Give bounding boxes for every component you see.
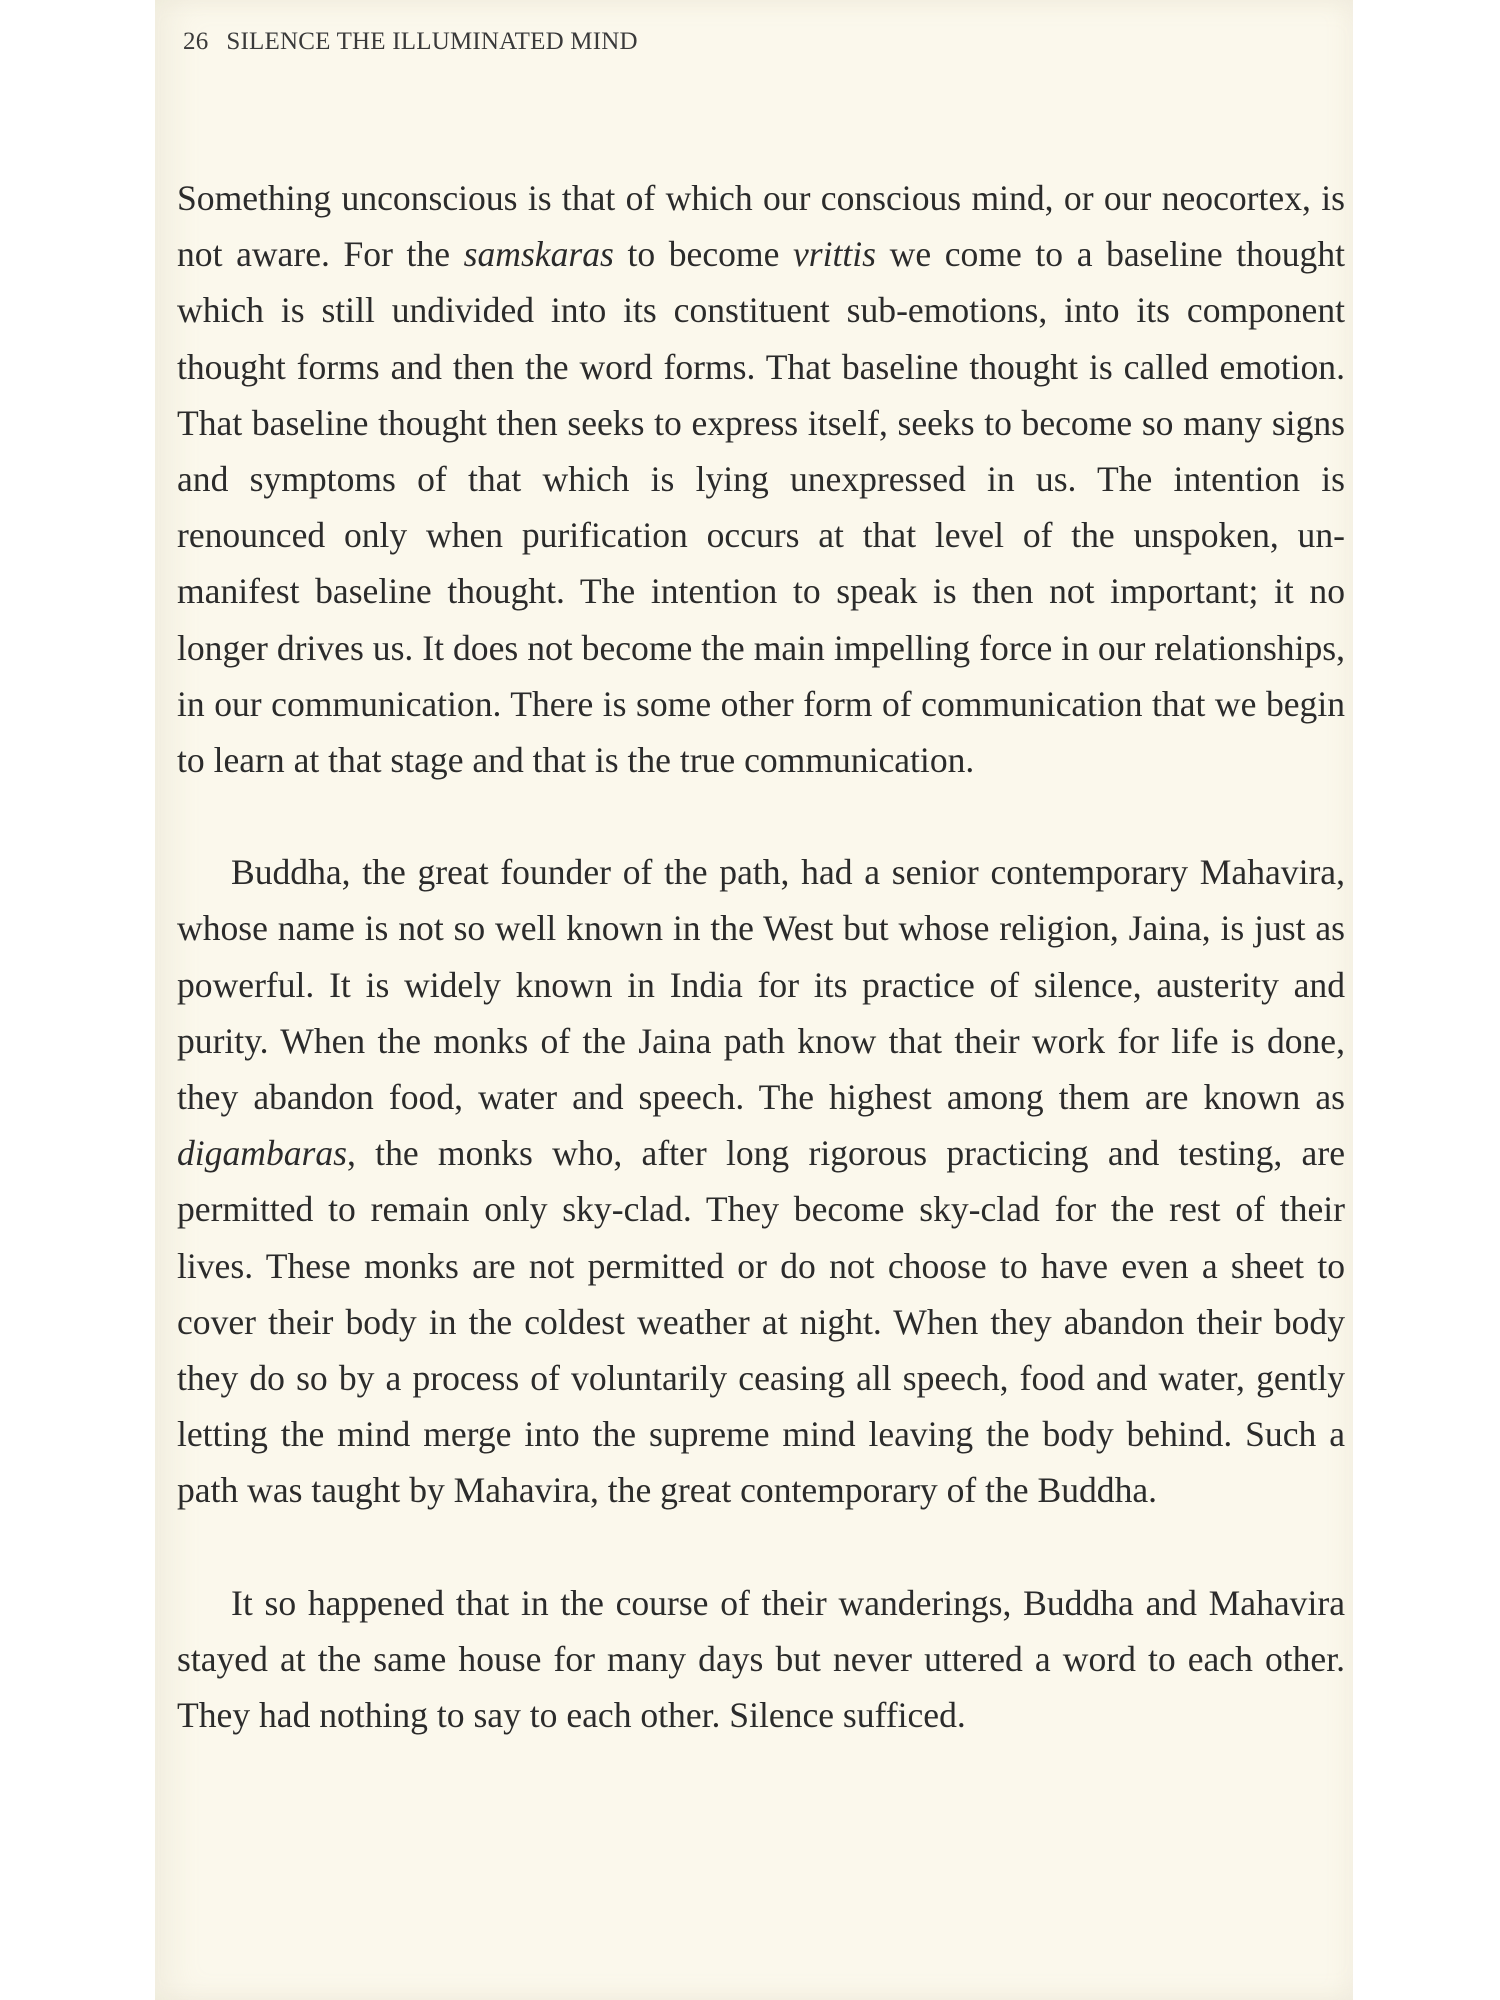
text-segment: It so happened that in the course of their wanderings, Buddha and Mahavira stayed at the same house for many days but never uttered a word to each other. They had nothing to say to each other. Silence sufficed. — [177, 1582, 1345, 1736]
page-number: 26 — [183, 28, 209, 55]
text-segment: we come to a baseline thought which is still undivided into its constituent sub-emotions, into its component thought forms and then the word forms. That baseline thought is called emotion. That baseline thought then seeks to express itself, seeks to become so many signs and symptoms of that which is lying unexpressed in us. The intention is renounced only when purification occurs at that level of the unspoken, un-manifest baseline thought. The intention to speak is then not important; it no longer drives us. It does not become the main impelling force in our relationships, in our communication. There is some other form of communication that we begin to learn at that stage and that is the true communication. — [177, 234, 1345, 781]
italic-term-samskaras: samskaras — [463, 234, 614, 275]
text-segment: Something unconscious is that of which our conscious mind, or our neocortex, is not aware. For the — [177, 178, 1345, 275]
italic-term-vrittis: vrittis — [793, 234, 877, 275]
paragraph-1 — [177, 170, 1345, 788]
text-segment: to become — [613, 234, 793, 275]
running-title: SILENCE THE ILLUMINATED MIND — [226, 28, 638, 55]
text-segment: Buddha, the great founder of the path, had a senior contemporary Mahavira, whose name is not so well known in the West but whose religion, Jaina, is just as powerful. It is widely known in India for its practice of silence, austerity and purity. When the monks of the Jaina path know that their work for life is done, they abandon food, water and speech. The highest among them are known as — [177, 852, 1345, 1118]
italic-term-digambaras: digambaras — [177, 1133, 348, 1174]
paragraph-3 — [177, 1575, 1345, 1744]
paragraph-2 — [177, 844, 1345, 1518]
text-segment: , the monks who, after long rigorous practicing and testing, are permitted to remain only sky-clad. They become sky-clad for the rest of their lives. These monks are not permitted or do not choose to have even a sheet to cover their body in the coldest weather at night. When they abandon their body they do so by a process of voluntarily ceasing all speech, food and water, gently letting the mind merge into the supreme mind leaving the body behind. Such a path was taught by Mahavira, the great contemporary of the Buddha. — [177, 1133, 1345, 1511]
running-header — [183, 28, 638, 56]
body-text — [177, 170, 1345, 1743]
